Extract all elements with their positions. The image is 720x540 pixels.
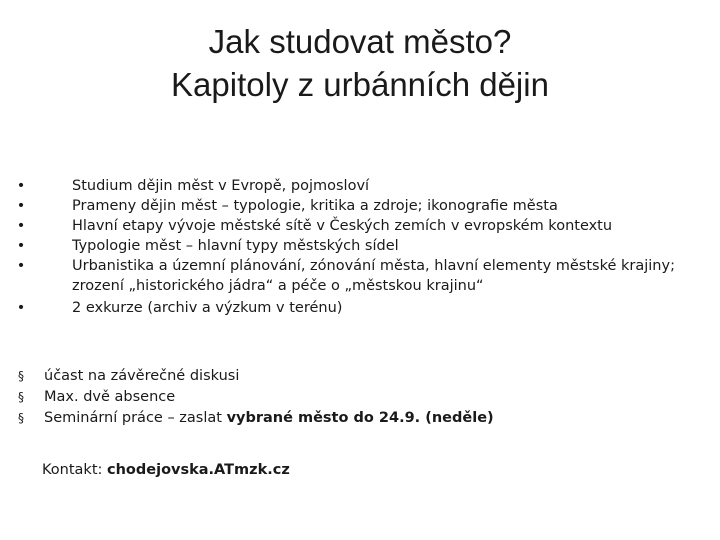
bullet-icon: •: [16, 300, 26, 316]
list-item: [14, 387, 704, 408]
list-item: [14, 298, 704, 318]
topic-list: [14, 176, 704, 318]
requirement-text: Max. dvě absence: [44, 389, 176, 405]
section-bullet-icon: §: [18, 411, 24, 425]
topic-text: 2 exkurze (archiv a výzkum v terénu): [72, 300, 343, 316]
contact-value: chodejovska.ATmzk.cz: [107, 462, 290, 478]
bullet-icon: •: [16, 258, 26, 274]
bullet-icon: •: [16, 218, 26, 234]
list-item: [14, 256, 704, 296]
topic-text: Urbanistika a územní plánování, zónování města, hlavní elementy městské krajiny; zrození „historického jádra“ a péče o „městskou krajinu“: [72, 258, 675, 294]
list-item: [14, 236, 704, 256]
contact-line: [42, 460, 290, 480]
page-title: [0, 20, 720, 106]
list-item: [14, 366, 704, 387]
topic-text: Hlavní etapy vývoje městské sítě v Českých zemích v evropském kontextu: [72, 218, 613, 234]
requirement-text: účast na závěrečné diskusi: [44, 368, 240, 384]
topic-text: Studium dějin měst v Evropě, pojmosloví: [72, 178, 370, 194]
topic-text: Typologie měst – hlavní typy městských sídel: [72, 238, 399, 254]
title-line-2: Kapitoly z urbánních dějin: [171, 66, 549, 103]
bullet-icon: •: [16, 198, 26, 214]
title-line-1: Jak studovat město?: [208, 23, 512, 60]
section-bullet-icon: §: [18, 390, 24, 404]
requirements-list: [14, 366, 704, 429]
topic-text: Prameny dějin měst – typologie, kritika a zdroje; ikonografie města: [72, 198, 558, 214]
requirement-text: Seminární práce – zaslat: [44, 410, 227, 426]
list-item: [14, 196, 704, 216]
section-bullet-icon: §: [18, 369, 24, 383]
list-item: [14, 176, 704, 196]
contact-label: Kontakt:: [42, 462, 107, 478]
bullet-icon: •: [16, 238, 26, 254]
list-item: [14, 216, 704, 236]
requirement-emphasis: vybrané město do 24.9. (neděle): [226, 410, 494, 426]
bullet-icon: •: [16, 178, 26, 194]
list-item: [14, 408, 704, 429]
